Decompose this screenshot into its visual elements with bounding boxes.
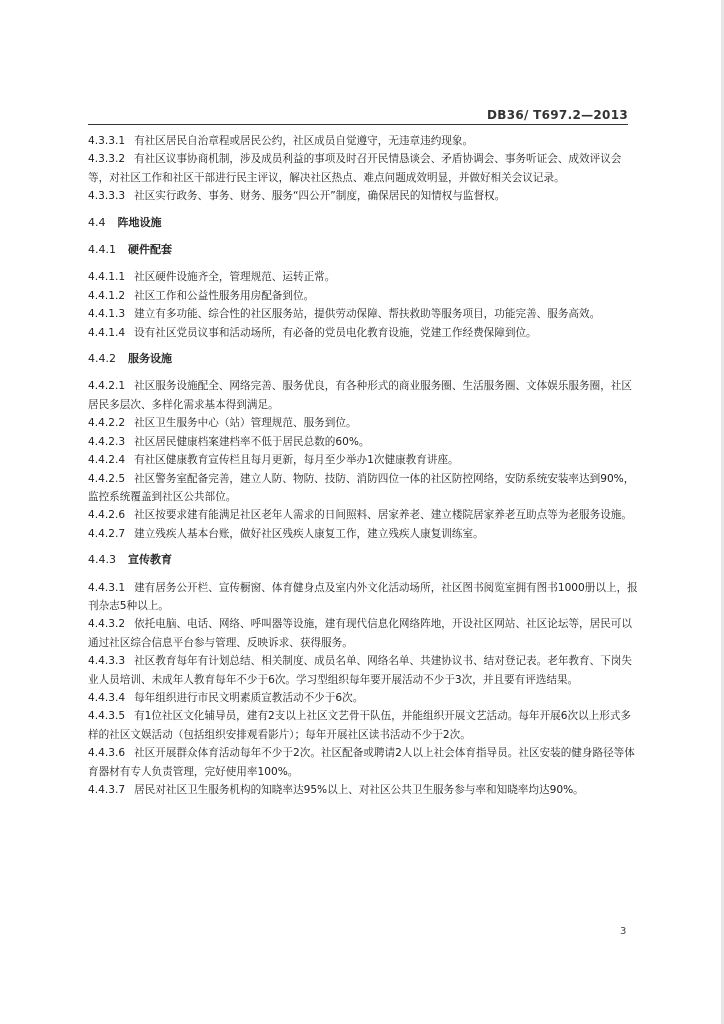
heading-text: 服务设施 bbox=[128, 352, 172, 366]
clause-number: 4.4.1.4 bbox=[88, 326, 126, 339]
clause-text: 社区卫生服务中心（站）管理规范、服务到位。 bbox=[134, 417, 357, 430]
clause-paragraph bbox=[88, 781, 638, 799]
clause-number: 4.4.3.5 bbox=[88, 710, 126, 723]
clause-text: 社区服务设施配全、网络完善、服务优良，有各种形式的商业服务圈、生活服务圈、文体娱乐服务圈，社区居民多层次、多样化需求基本得到满足。 bbox=[88, 380, 632, 411]
section-heading bbox=[88, 241, 638, 259]
clause-paragraph bbox=[88, 150, 638, 187]
clause-number: 4.4.1.2 bbox=[88, 289, 126, 302]
standard-code: DB36/ T697.2—2013 bbox=[486, 108, 628, 122]
header-rule bbox=[88, 124, 628, 125]
clause-number: 4.4.2.1 bbox=[88, 380, 126, 393]
clause-number: 4.4.3.6 bbox=[88, 747, 126, 760]
clause-paragraph bbox=[88, 305, 638, 323]
clause-text: 社区实行政务、事务、财务、服务“四公开”制度，确保居民的知情权与监督权。 bbox=[134, 190, 506, 203]
clause-paragraph bbox=[88, 451, 638, 469]
clause-text: 建立有多功能、综合性的社区服务站，提供劳动保障、帮扶救助等服务项目，功能完善、服务高效。 bbox=[134, 308, 601, 321]
clause-paragraph bbox=[88, 414, 638, 432]
clause-number: 4.4.1.3 bbox=[88, 308, 126, 321]
clause-paragraph bbox=[88, 187, 638, 205]
clause-number: 4.3.3.1 bbox=[88, 135, 126, 147]
heading-text: 阵地设施 bbox=[117, 215, 162, 229]
clause-paragraph bbox=[88, 652, 638, 689]
clause-text: 社区硬件设施齐全，管理规范、运转正常。 bbox=[134, 271, 336, 284]
clause-paragraph bbox=[88, 377, 638, 414]
clause-text: 建有居务公开栏、宣传橱窗、体育健身点及室内外文化活动场所，社区图书阅览室拥有图书1000册以上，报刊杂志5种以上。 bbox=[88, 581, 638, 612]
clause-paragraph bbox=[88, 470, 638, 507]
clause-text: 社区警务室配备完善，建立人防、物防、技防、消防四位一体的社区防控网络，安防系统安装率达到90%，监控系统覆盖到社区公共部位。 bbox=[88, 472, 635, 503]
clause-number: 4.4.2.4 bbox=[88, 454, 126, 467]
section-heading bbox=[88, 350, 638, 368]
heading-text: 硬件配套 bbox=[128, 243, 172, 257]
clause-number: 4.4.1.1 bbox=[88, 271, 126, 284]
section-heading bbox=[88, 551, 638, 569]
clause-number: 4.4.3.1 bbox=[88, 581, 126, 594]
clause-number: 4.4.2.2 bbox=[88, 417, 126, 430]
clause-number: 4.4.1 bbox=[88, 243, 116, 257]
clause-paragraph bbox=[88, 525, 638, 543]
clause-paragraph bbox=[88, 433, 638, 451]
clause-number: 4.4.3.4 bbox=[88, 691, 126, 704]
clause-text: 社区开展群众体育活动每年不少于2次。社区配备或聘请2人以上社会体育指导员。社区安装的健身路径等体育器材有专人负责管理，完好使用率100%。 bbox=[88, 747, 635, 778]
clause-paragraph bbox=[88, 707, 638, 744]
clause-text: 建立残疾人基本台账，做好社区残疾人康复工作，建立残疾人康复训练室。 bbox=[134, 527, 484, 540]
clause-number: 4.4.2.7 bbox=[88, 527, 126, 540]
clause-number: 4.4 bbox=[88, 215, 106, 229]
clause-number: 4.4.3 bbox=[88, 553, 116, 567]
clause-paragraph bbox=[88, 744, 638, 781]
clause-paragraph bbox=[88, 579, 638, 616]
clause-text: 有社区居民自治章程或居民公约，社区成员自觉遵守，无违章违约现象。 bbox=[134, 135, 474, 147]
clause-number: 4.4.3.3 bbox=[88, 655, 126, 668]
clause-text: 每年组织进行市民文明素质宣教活动不少于6次。 bbox=[134, 691, 364, 704]
clause-text: 依托电脑、电话、网络、呼叫器等设施，建有现代信息化网络阵地，开设社区网站、社区论坛等，居民可以通过社区综合信息平台参与管理、反映诉求、获得服务。 bbox=[88, 618, 632, 649]
clause-number: 4.4.3.7 bbox=[88, 784, 126, 796]
clause-number: 4.4.2.5 bbox=[88, 472, 126, 485]
clause-number: 4.3.3.3 bbox=[88, 190, 126, 203]
clause-paragraph bbox=[88, 615, 638, 652]
clause-paragraph bbox=[88, 132, 638, 150]
page-number: 3 bbox=[620, 926, 627, 937]
clause-text: 有社区议事协商机制，涉及成员利益的事项及时召开民情恳谈会、矛盾协调会、事务听证会、成效评议会等，对社区工作和社区干部进行民主评议，解决社区热点、难点问题成效明显，并做好相关会议记录。 bbox=[88, 153, 622, 184]
clause-text: 社区按要求建有能满足社区老年人需求的日间照料、居家养老、建立楼院居家养老互助点等为老服务设施。 bbox=[134, 509, 632, 522]
clause-text: 有1位社区文化辅导员，建有2支以上社区文艺骨干队伍，并能组织开展文艺活动。每年开展6次以上形式多样的社区文娱活动（包括组织安排观看影片）；每年开展社区读书活动不少于2次。 bbox=[88, 710, 632, 741]
section-heading bbox=[88, 214, 638, 232]
clause-text: 设有社区党员议事和活动场所，有必备的党员电化教育设施，党建工作经费保障到位。 bbox=[134, 326, 537, 339]
clause-text: 有社区健康教育宣传栏且每月更新，每月至少举办1次健康教育讲座。 bbox=[134, 454, 459, 467]
clause-number: 4.3.3.2 bbox=[88, 153, 126, 166]
heading-text: 宣传教育 bbox=[128, 553, 172, 567]
clause-text: 社区教育每年有计划总结、相关制度、成员名单、网络名单、共建协议书、结对登记表。老年教育、下岗失业人员培训、未成年人教育每年不少于6次。学习型组织每年要开展活动不少于3次，并且要有评选结果。 bbox=[88, 655, 632, 686]
clause-number: 4.4.2.6 bbox=[88, 509, 126, 522]
clause-paragraph bbox=[88, 689, 638, 707]
clause-number: 4.4.3.2 bbox=[88, 618, 126, 631]
clause-text: 社区居民健康档案建档率不低于居民总数的60%。 bbox=[134, 435, 370, 448]
clause-text: 社区工作和公益性服务用房配备到位。 bbox=[134, 289, 315, 302]
clause-text: 居民对社区卫生服务机构的知晓率达95%以上、对社区公共卫生服务参与率和知晓率均达90%。 bbox=[134, 784, 584, 796]
document-body bbox=[88, 132, 638, 799]
clause-paragraph bbox=[88, 324, 638, 342]
clause-number: 4.4.2 bbox=[88, 352, 116, 366]
clause-paragraph bbox=[88, 268, 638, 286]
clause-number: 4.4.2.3 bbox=[88, 435, 126, 448]
clause-paragraph bbox=[88, 287, 638, 305]
clause-paragraph bbox=[88, 506, 638, 524]
